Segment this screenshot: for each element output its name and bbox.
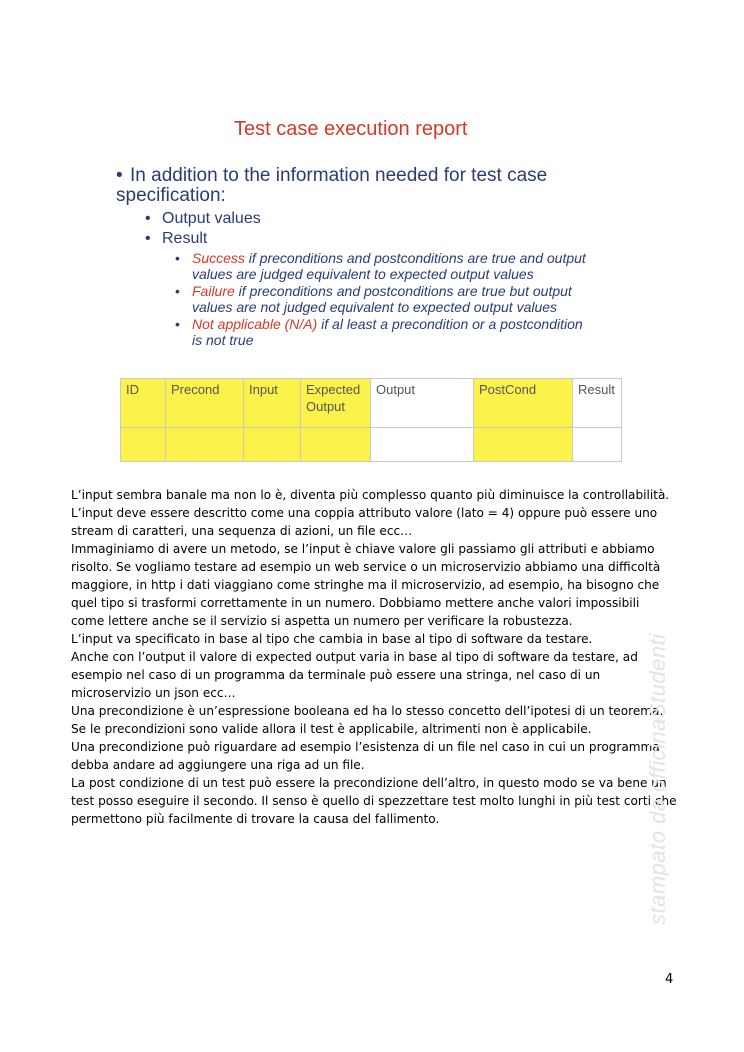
bullet-icon: • — [175, 283, 180, 299]
header-result: Result — [573, 379, 622, 428]
header-precond: Precond — [166, 379, 244, 428]
table-row — [121, 428, 622, 462]
result-desc-1: if al least a precondition or a postcondition — [317, 316, 583, 332]
item-result — [145, 230, 207, 248]
body-line: L’input va specificato in base al tipo che cambia in base al tipo di software da testare. — [71, 632, 593, 646]
body-line: Immaginiamo di avere un metodo, se l’input è chiave valore gli passiamo gli attributi e abbiamo — [71, 542, 655, 556]
result-term: Not applicable (N/A) — [192, 316, 318, 332]
table-cell — [573, 428, 622, 462]
result-success — [175, 250, 635, 282]
table-cell — [301, 428, 371, 462]
header-id: ID — [121, 379, 166, 428]
table-cell — [244, 428, 301, 462]
item-output-values — [145, 210, 261, 228]
bullet-icon: • — [145, 210, 151, 227]
result-desc-2: values are not judged equivalent to expected output values — [192, 299, 558, 315]
page-number: 4 — [665, 972, 674, 987]
body-line: esempio nel caso di un programma da terminale può essere una stringa, nel caso di un — [71, 668, 601, 682]
body-line: debba andare ad aggiungere una riga ad un file. — [71, 758, 365, 772]
result-desc-1: if preconditions and postconditions are true but output — [234, 283, 572, 299]
intro-line-2: specification: — [116, 185, 226, 206]
table-header-row — [121, 379, 622, 428]
result-desc-1: if preconditions and postconditions are true and output — [244, 250, 586, 266]
header-postcond: PostCond — [474, 379, 573, 428]
body-line: come lettere anche se il servizio si aspetta un numero per verificare la robustezza. — [71, 614, 573, 628]
body-line: Anche con l’output il valore di expected output varia in base al tipo di software da testare, ad — [71, 650, 638, 664]
result-desc-2: values are judged equivalent to expected output values — [192, 266, 534, 282]
table-cell — [121, 428, 166, 462]
table-cell — [474, 428, 573, 462]
result-failure — [175, 283, 635, 315]
slide-image — [110, 108, 640, 468]
bullet-icon: • — [175, 250, 180, 266]
body-line: La post condizione di un test può essere la precondizione dell’altro, in questo modo se va bene un — [71, 776, 667, 790]
result-not-applicable — [175, 316, 635, 348]
result-term: Success — [192, 250, 245, 266]
item-label: Output values — [162, 210, 261, 227]
body-line: permettono più facilmente di trovare la causa del fallimento. — [71, 812, 440, 826]
body-line: quel tipo si trasformi correttamente in un numero. Dobbiamo mettere anche valori impossibili — [71, 596, 640, 610]
body-line: maggiore, in http i dati viaggiano come stringhe ma il microservizio, ad esempio, ha bisogno che — [71, 578, 660, 592]
body-line: test posso eseguire il secondo. Il senso è quello di spezzettare test molto lunghi in più test corti che — [71, 794, 677, 808]
slide-title: Test case execution report — [234, 118, 468, 140]
body-line: risolto. Se vogliamo testare ad esempio un web service o un microservizio abbiamo una difficoltà — [71, 560, 661, 574]
body-line: L’input deve essere descritto come una coppia attributo valore (lato = 4) oppure può essere uno — [71, 506, 658, 520]
result-desc-2: is not true — [192, 332, 254, 348]
table-cell — [166, 428, 244, 462]
body-line: stream di caratteri, una sequenza di azioni, un file ecc… — [71, 524, 413, 538]
result-term: Failure — [192, 283, 235, 299]
intro-bullet — [116, 166, 626, 206]
header-output: Output — [371, 379, 474, 428]
body-line: L’input sembra banale ma non lo è, diventa più complesso quanto più diminuisce la controllabilità. — [71, 488, 670, 502]
header-expected-output — [301, 379, 371, 428]
header-expected-line1: Expected — [306, 382, 361, 397]
intro-line-1: In addition to the information needed for test case — [130, 165, 548, 186]
watermark: stampato da officinaStudenti — [645, 633, 670, 925]
body-line: microservizio un json ecc… — [71, 686, 236, 700]
table-cell — [371, 428, 474, 462]
body-line: Una precondizione può riguardare ad esempio l’esistenza di un file nel caso in cui un programma — [71, 740, 660, 754]
body-line: Una precondizione è un’espressione booleana ed ha lo stesso concetto dell’ipotesi di un teorema. — [71, 704, 664, 718]
bullet-icon: • — [116, 165, 123, 186]
header-input: Input — [244, 379, 301, 428]
body-line: Se le precondizioni sono valide allora il test è applicabile, altrimenti non è applicabile. — [71, 722, 592, 736]
body-text — [71, 486, 691, 828]
bullet-icon: • — [145, 230, 151, 247]
bullet-icon: • — [175, 316, 180, 332]
test-case-table — [120, 378, 622, 462]
item-label: Result — [162, 230, 208, 247]
header-expected-line2: Output — [306, 399, 346, 414]
